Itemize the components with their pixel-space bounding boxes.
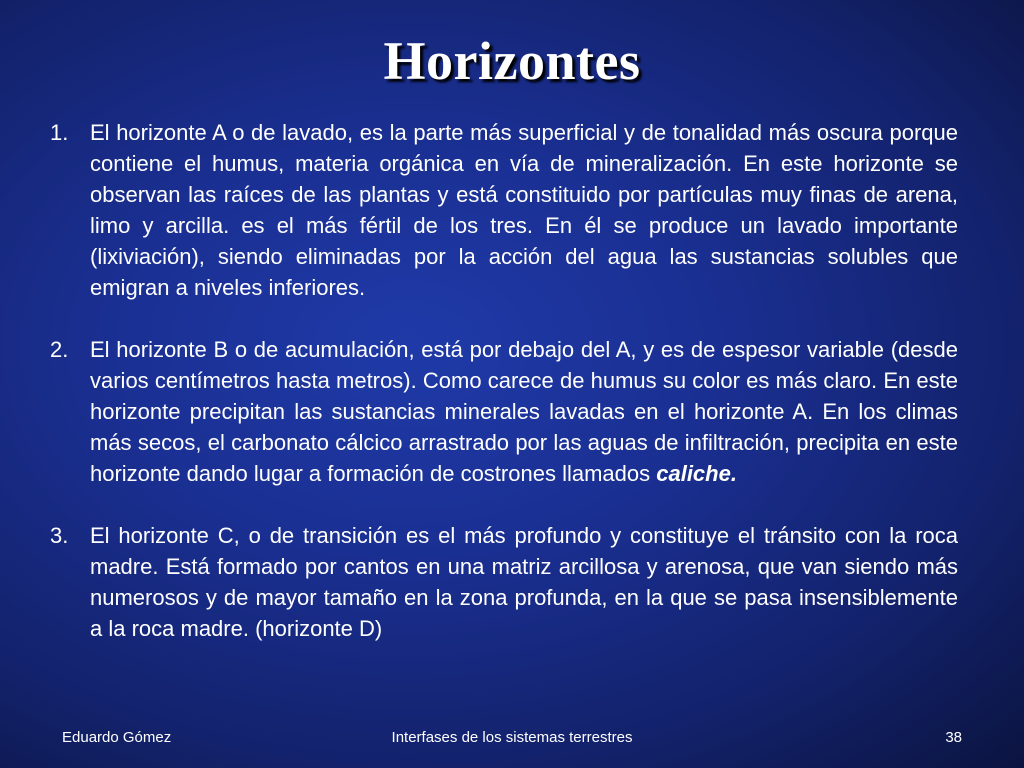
list-item-text (90, 334, 958, 489)
numbered-list (46, 117, 958, 644)
list-item-text-body: El horizonte B o de acumulación, está por debajo del A, y es de espesor variable (desde varios centímetros hasta metros). Como carece de humus su color es más claro. En este horizonte precipitan las sustancias minerales lavadas en el horizonte A. En los climas más secos, el carbonato cálcico arrastrado por las aguas de infiltración, precipita en este horizonte dando lugar a formación de costrones llamados (90, 337, 958, 486)
footer-page-number: 38 (945, 729, 962, 746)
list-item-text (90, 520, 958, 644)
footer-course: Interfases de los sistemas terrestres (391, 729, 633, 746)
slide-title: Horizontes (383, 31, 641, 91)
list-item-text-body: El horizonte A o de lavado, es la parte más superficial y de tonalidad más oscura porque contiene el humus, materia orgánica en vía de mineralización. En este horizonte se observan las raíces de las plantas y está constituido por partículas muy finas de arena, limo y arcilla. es el más fértil de los tres. En él se produce un lavado importante (lixiviación), siendo eliminadas por la acción del agua las sustancias solubles que emigran a niveles inferiores. (90, 120, 958, 300)
list-item-number: 1. (50, 120, 69, 145)
list-item-text-body: El horizonte C, o de transición es el más profundo y constituye el tránsito con la roca madre. Está formado por cantos en una matriz arcillosa y arenosa, que van siendo más numerosos y de mayor tamaño en la zona profunda, en la que se pasa insensiblemente a la roca madre. (horizonte D) (90, 523, 958, 641)
list-item-3 (46, 520, 958, 644)
list-item-text (90, 117, 958, 303)
emphasized-term: caliche. (656, 461, 737, 486)
list-item-2 (46, 334, 958, 489)
list-item-number: 3. (50, 523, 69, 548)
list-item-number: 2. (50, 337, 69, 362)
list-item-1 (46, 117, 958, 303)
footer-author: Eduardo Gómez (62, 729, 172, 746)
